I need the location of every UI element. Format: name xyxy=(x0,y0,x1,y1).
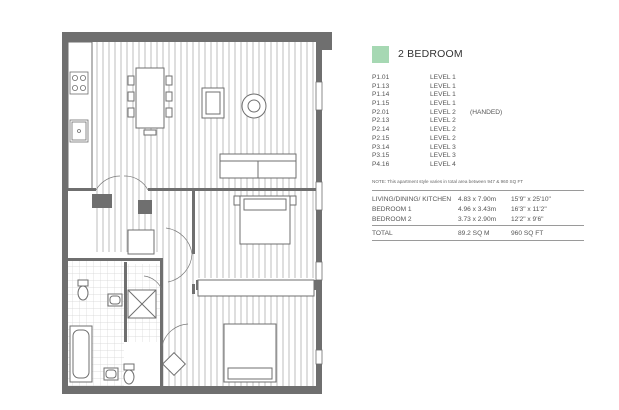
unit-code: P1.01 xyxy=(372,74,390,81)
unit-legend xyxy=(372,44,608,241)
unit-level: LEVEL 2 xyxy=(430,117,456,125)
unit-note xyxy=(470,161,550,170)
unit-code: P2.15 xyxy=(372,134,390,142)
unit-code: P1.15 xyxy=(372,100,390,108)
unit-note xyxy=(470,100,550,109)
legend-header xyxy=(372,44,608,64)
unit-code: P3.14 xyxy=(372,143,390,151)
room-name: BEDROOM 1 xyxy=(372,205,412,213)
room-metric: 4.83 x 7.90m xyxy=(458,195,497,203)
total-row xyxy=(372,226,608,240)
unit-row xyxy=(372,109,608,118)
total-label: TOTAL xyxy=(372,230,393,238)
unit-level: LEVEL 1 xyxy=(430,91,456,99)
room-dimensions xyxy=(372,195,608,226)
area-note: NOTE: This apartment style varies in total area between 947 & 960 SQ FT xyxy=(372,178,524,184)
room-name: LIVING/DINING/ KITCHEN xyxy=(372,195,452,203)
unit-level: LEVEL 3 xyxy=(430,152,456,160)
unit-level: LEVEL 2 xyxy=(430,108,456,116)
unit-level: LEVEL 4 xyxy=(430,160,456,168)
total-imperial: 960 SQ FT xyxy=(511,230,544,238)
kitchen-counter xyxy=(68,42,92,190)
unit-level: LEVEL 1 xyxy=(430,74,456,81)
unit-note xyxy=(470,126,550,135)
unit-note xyxy=(470,74,550,83)
wardrobe xyxy=(198,280,314,296)
unit-row xyxy=(372,83,608,92)
side-table xyxy=(242,94,266,118)
unit-code: P2.01 xyxy=(372,108,390,116)
unit-row xyxy=(372,152,608,161)
unit-level: LEVEL 1 xyxy=(430,100,456,108)
unit-level: LEVEL 3 xyxy=(430,143,456,151)
room-metric: 4.96 x 3.43m xyxy=(458,205,497,213)
unit-code: P3.15 xyxy=(372,152,390,160)
unit-row xyxy=(372,91,608,100)
unit-note xyxy=(470,117,550,126)
floor-plan-drawing xyxy=(58,28,338,400)
unit-row xyxy=(372,100,608,109)
bathtub xyxy=(70,326,92,382)
unit-code: P4.16 xyxy=(372,160,390,168)
unit-list xyxy=(372,74,608,170)
unit-row xyxy=(372,126,608,135)
shower xyxy=(128,290,156,318)
room-name: BEDROOM 2 xyxy=(372,215,412,223)
unit-code: P1.14 xyxy=(372,91,390,99)
dimension-row xyxy=(372,205,608,215)
unit-row xyxy=(372,144,608,153)
unit-level: LEVEL 1 xyxy=(430,82,456,90)
dimension-row xyxy=(372,215,608,225)
dimension-row xyxy=(372,195,608,205)
bed-1 xyxy=(234,196,296,244)
unit-note xyxy=(470,135,550,144)
colour-swatch xyxy=(372,46,389,63)
unit-level: LEVEL 2 xyxy=(430,126,456,134)
sofa xyxy=(220,154,296,178)
unit-row xyxy=(372,135,608,144)
room-imperial: 12'2" x 9'6" xyxy=(511,215,544,223)
unit-code: P1.13 xyxy=(372,82,390,90)
unit-note xyxy=(470,152,550,161)
apartment-type-title: 2 BEDROOM xyxy=(398,48,463,60)
room-metric: 3.73 x 2.90m xyxy=(458,215,497,223)
armchair xyxy=(202,88,224,118)
unit-level: LEVEL 2 xyxy=(430,134,456,142)
total-metric: 89.2 SQ M xyxy=(458,230,490,238)
room-imperial: 15'9" x 25'10" xyxy=(511,195,551,203)
bed-2 xyxy=(224,324,276,382)
unit-note xyxy=(470,144,550,153)
unit-row xyxy=(372,74,608,83)
divider xyxy=(372,190,584,191)
floor-plan xyxy=(58,28,338,400)
unit-row xyxy=(372,161,608,170)
divider xyxy=(372,240,584,241)
room-imperial: 16'3" x 11'2" xyxy=(511,205,547,213)
unit-row xyxy=(372,117,608,126)
unit-code: P2.13 xyxy=(372,117,390,125)
structural-column xyxy=(322,32,332,50)
unit-code: P2.14 xyxy=(372,126,390,134)
unit-note: (HANDED) xyxy=(470,108,503,116)
unit-note xyxy=(470,83,550,92)
unit-note xyxy=(470,91,550,100)
utility-cupboard xyxy=(128,230,154,254)
